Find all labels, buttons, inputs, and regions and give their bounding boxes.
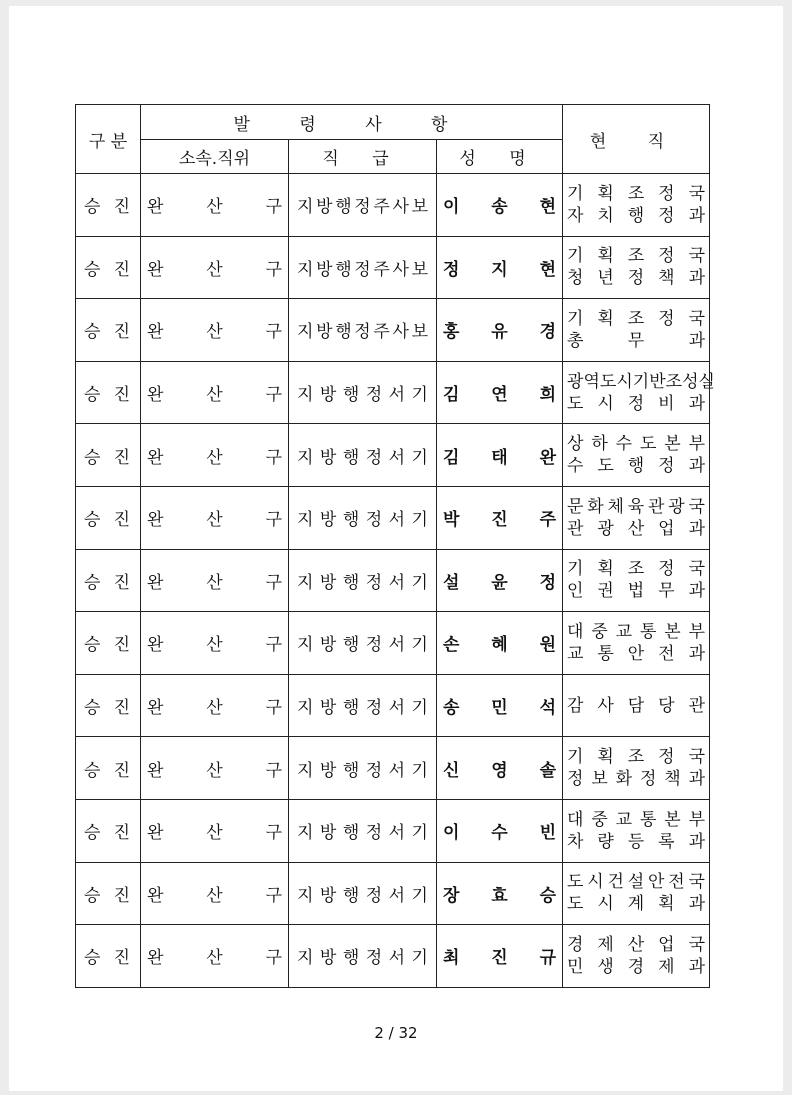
dept-text: 완 산 구	[147, 823, 282, 844]
type-text: 승 진	[84, 698, 130, 719]
grade-text: 지 방 행 정 주 사 보	[297, 259, 428, 280]
dept-text: 완 산 구	[147, 635, 282, 656]
cell-name	[437, 174, 563, 237]
name-text: 송 민 석	[443, 698, 556, 719]
dept-text: 완 산 구	[147, 510, 282, 531]
current-position-text	[563, 871, 709, 915]
cell-name	[437, 424, 563, 487]
cell-dept	[141, 174, 289, 237]
cell-current-position	[563, 361, 715, 424]
cell-grade	[289, 737, 437, 800]
current-position-text	[563, 621, 709, 665]
cell-dept	[141, 737, 289, 800]
cell-name	[437, 549, 563, 612]
cell-dept	[141, 236, 289, 299]
grade-text: 지 방 행 정 주 사 보	[297, 197, 428, 218]
cell-type	[76, 299, 141, 362]
type-text: 승 진	[84, 197, 130, 218]
current-position-text	[563, 183, 709, 227]
grade-text: 지 방 행 정 서 기	[297, 885, 428, 906]
current-line-1: 기 획 조 정 국	[567, 246, 705, 267]
cell-dept	[141, 486, 289, 549]
current-line-2: 자 치 행 정 과	[567, 205, 705, 226]
name-text: 설 윤 정	[443, 572, 556, 593]
type-text: 승 진	[84, 322, 130, 343]
current-line-2: 교 통 안 전 과	[567, 643, 705, 664]
current-line-2: 민 생 경 제 과	[567, 956, 705, 977]
table-row	[76, 862, 710, 925]
type-text: 승 진	[84, 635, 130, 656]
current-position-text	[563, 746, 709, 790]
current-position-text	[563, 496, 709, 540]
dept-text: 완 산 구	[147, 385, 282, 406]
current-line-1: 도 시 건 설 안 전 국	[567, 872, 705, 893]
cell-type	[76, 174, 141, 237]
current-line-1: 문 화 체 육 관 광 국	[567, 496, 705, 517]
cell-grade	[289, 299, 437, 362]
cell-dept	[141, 549, 289, 612]
cell-name	[437, 925, 563, 988]
cell-name	[437, 361, 563, 424]
type-text: 승 진	[84, 948, 130, 969]
cell-type	[76, 674, 141, 737]
name-text: 신 영 솔	[443, 760, 556, 781]
page-number: 2 / 32	[374, 1024, 418, 1042]
cell-name	[437, 862, 563, 925]
cell-dept	[141, 674, 289, 737]
cell-current-position	[563, 236, 710, 299]
current-position-text	[563, 245, 709, 289]
dept-text: 완 산 구	[147, 760, 282, 781]
cell-type	[76, 549, 141, 612]
name-text: 장 효 승	[443, 885, 556, 906]
header-hyeonjik-text: 현 직	[589, 131, 683, 152]
cell-dept	[141, 862, 289, 925]
header-hyeonjik	[563, 105, 710, 174]
table-row	[76, 612, 710, 675]
table-row	[76, 549, 710, 612]
cell-name	[437, 299, 563, 362]
cell-dept	[141, 361, 289, 424]
header-seongmyeong-text: 성 명	[459, 149, 540, 169]
cell-grade	[289, 361, 437, 424]
grade-text: 지 방 행 정 서 기	[297, 635, 428, 656]
current-line-2: 청 년 정 책 과	[567, 268, 705, 289]
current-line-2: 수 도 행 정 과	[567, 456, 705, 477]
current-position-text	[563, 934, 709, 978]
cell-current-position	[563, 737, 710, 800]
name-text: 김 연 희	[443, 385, 556, 406]
cell-current-position	[563, 674, 710, 737]
current-line-2: 인 권 법 무 과	[567, 581, 705, 602]
cell-type	[76, 612, 141, 675]
type-text: 승 진	[84, 259, 130, 280]
cell-name	[437, 486, 563, 549]
current-line-2: 관 광 산 업 과	[567, 518, 705, 539]
cell-type	[76, 925, 141, 988]
name-text: 최 진 규	[443, 948, 556, 969]
name-text: 정 지 현	[443, 259, 556, 280]
cell-type	[76, 862, 141, 925]
cell-dept	[141, 299, 289, 362]
dept-text: 완 산 구	[147, 322, 282, 343]
header-jikgeup-text: 직 급	[322, 149, 403, 169]
table-row	[76, 925, 710, 988]
cell-name	[437, 674, 563, 737]
cell-current-position	[563, 299, 710, 362]
current-position-text	[563, 371, 715, 415]
type-text: 승 진	[84, 510, 130, 531]
cell-grade	[289, 174, 437, 237]
current-line-1: 기 획 조 정 국	[567, 183, 705, 204]
grade-text: 지 방 행 정 주 사 보	[297, 322, 428, 343]
cell-grade	[289, 549, 437, 612]
grade-text: 지 방 행 정 서 기	[297, 510, 428, 531]
cell-current-position	[563, 549, 710, 612]
grade-text: 지 방 행 정 서 기	[297, 572, 428, 593]
cell-dept	[141, 799, 289, 862]
table-row	[76, 424, 710, 487]
table-row	[76, 674, 710, 737]
cell-dept	[141, 612, 289, 675]
current-line-2: 도 시 계 획 과	[567, 894, 705, 915]
name-text: 홍 유 경	[443, 322, 556, 343]
dept-text: 완 산 구	[147, 447, 282, 468]
table-row	[76, 486, 710, 549]
cell-current-position	[563, 862, 710, 925]
table-row	[76, 299, 710, 362]
cell-grade	[289, 424, 437, 487]
cell-current-position	[563, 799, 710, 862]
cell-current-position	[563, 424, 710, 487]
current-line-1: 기 획 조 정 국	[567, 308, 705, 329]
appointment-table	[75, 104, 715, 988]
cell-dept	[141, 424, 289, 487]
type-text: 승 진	[84, 823, 130, 844]
current-position-text	[563, 695, 709, 717]
dept-text: 완 산 구	[147, 698, 282, 719]
cell-grade	[289, 799, 437, 862]
table-row	[76, 799, 710, 862]
grade-text: 지 방 행 정 서 기	[297, 447, 428, 468]
cell-type	[76, 236, 141, 299]
header-jikgeup	[289, 140, 437, 174]
current-line-1: 광 역 도 시 기 반 조 성 실	[567, 371, 715, 392]
name-text: 박 진 주	[443, 510, 556, 531]
current-line-1: 대 중 교 통 본 부	[567, 621, 705, 642]
name-text: 김 태 완	[443, 447, 556, 468]
cell-grade	[289, 612, 437, 675]
type-text: 승 진	[84, 447, 130, 468]
cell-current-position	[563, 174, 710, 237]
dept-text: 완 산 구	[147, 572, 282, 593]
cell-grade	[289, 862, 437, 925]
grade-text: 지 방 행 정 서 기	[297, 760, 428, 781]
header-row-1	[76, 105, 710, 140]
cell-dept	[141, 925, 289, 988]
current-line-2: 도 시 정 비 과	[567, 393, 705, 414]
type-text: 승 진	[84, 385, 130, 406]
table-row	[76, 236, 710, 299]
current-line-2: 정 보 화 정 책 과	[567, 769, 705, 790]
cell-name	[437, 799, 563, 862]
cell-name	[437, 737, 563, 800]
cell-name	[437, 612, 563, 675]
dept-text: 완 산 구	[147, 948, 282, 969]
current-line-1: 기 획 조 정 국	[567, 559, 705, 580]
cell-type	[76, 361, 141, 424]
cell-type	[76, 737, 141, 800]
table-row	[76, 361, 710, 424]
header-balryeong-text: 발 령 사 항	[233, 114, 470, 135]
current-line-2: 차 량 등 록 과	[567, 831, 705, 852]
current-line-1: 경 제 산 업 국	[567, 934, 705, 955]
current-position-text	[563, 308, 709, 352]
grade-text: 지 방 행 정 서 기	[297, 698, 428, 719]
current-line-1: 상 하 수 도 본 부	[567, 434, 705, 455]
current-line-1: 감 사 담 당 관	[567, 695, 705, 716]
header-gubun: 구 분	[76, 105, 141, 174]
type-text: 승 진	[84, 885, 130, 906]
type-text: 승 진	[84, 572, 130, 593]
type-text: 승 진	[84, 760, 130, 781]
header-sosok: 소속.직위	[141, 140, 289, 174]
current-position-text	[563, 809, 709, 853]
name-text: 이 송 현	[443, 197, 556, 218]
cell-name	[437, 236, 563, 299]
table-row	[76, 174, 710, 237]
grade-text: 지 방 행 정 서 기	[297, 948, 428, 969]
current-position-text	[563, 558, 709, 602]
cell-grade	[289, 925, 437, 988]
dept-text: 완 산 구	[147, 885, 282, 906]
cell-grade	[289, 236, 437, 299]
table-row	[76, 737, 710, 800]
cell-type	[76, 799, 141, 862]
cell-current-position	[563, 925, 710, 988]
current-line-1: 대 중 교 통 본 부	[567, 809, 705, 830]
cell-type	[76, 424, 141, 487]
grade-text: 지 방 행 정 서 기	[297, 385, 428, 406]
header-seongmyeong	[437, 140, 563, 174]
cell-current-position	[563, 486, 710, 549]
cell-grade	[289, 486, 437, 549]
dept-text: 완 산 구	[147, 259, 282, 280]
cell-type	[76, 486, 141, 549]
current-line-1: 기 획 조 정 국	[567, 747, 705, 768]
header-balryeong	[141, 105, 563, 140]
dept-text: 완 산 구	[147, 197, 282, 218]
cell-grade	[289, 674, 437, 737]
name-text: 이 수 빈	[443, 823, 556, 844]
cell-current-position	[563, 612, 710, 675]
name-text: 손 혜 원	[443, 635, 556, 656]
grade-text: 지 방 행 정 서 기	[297, 823, 428, 844]
current-line-2: 총 무 과	[567, 330, 705, 351]
current-position-text	[563, 433, 709, 477]
